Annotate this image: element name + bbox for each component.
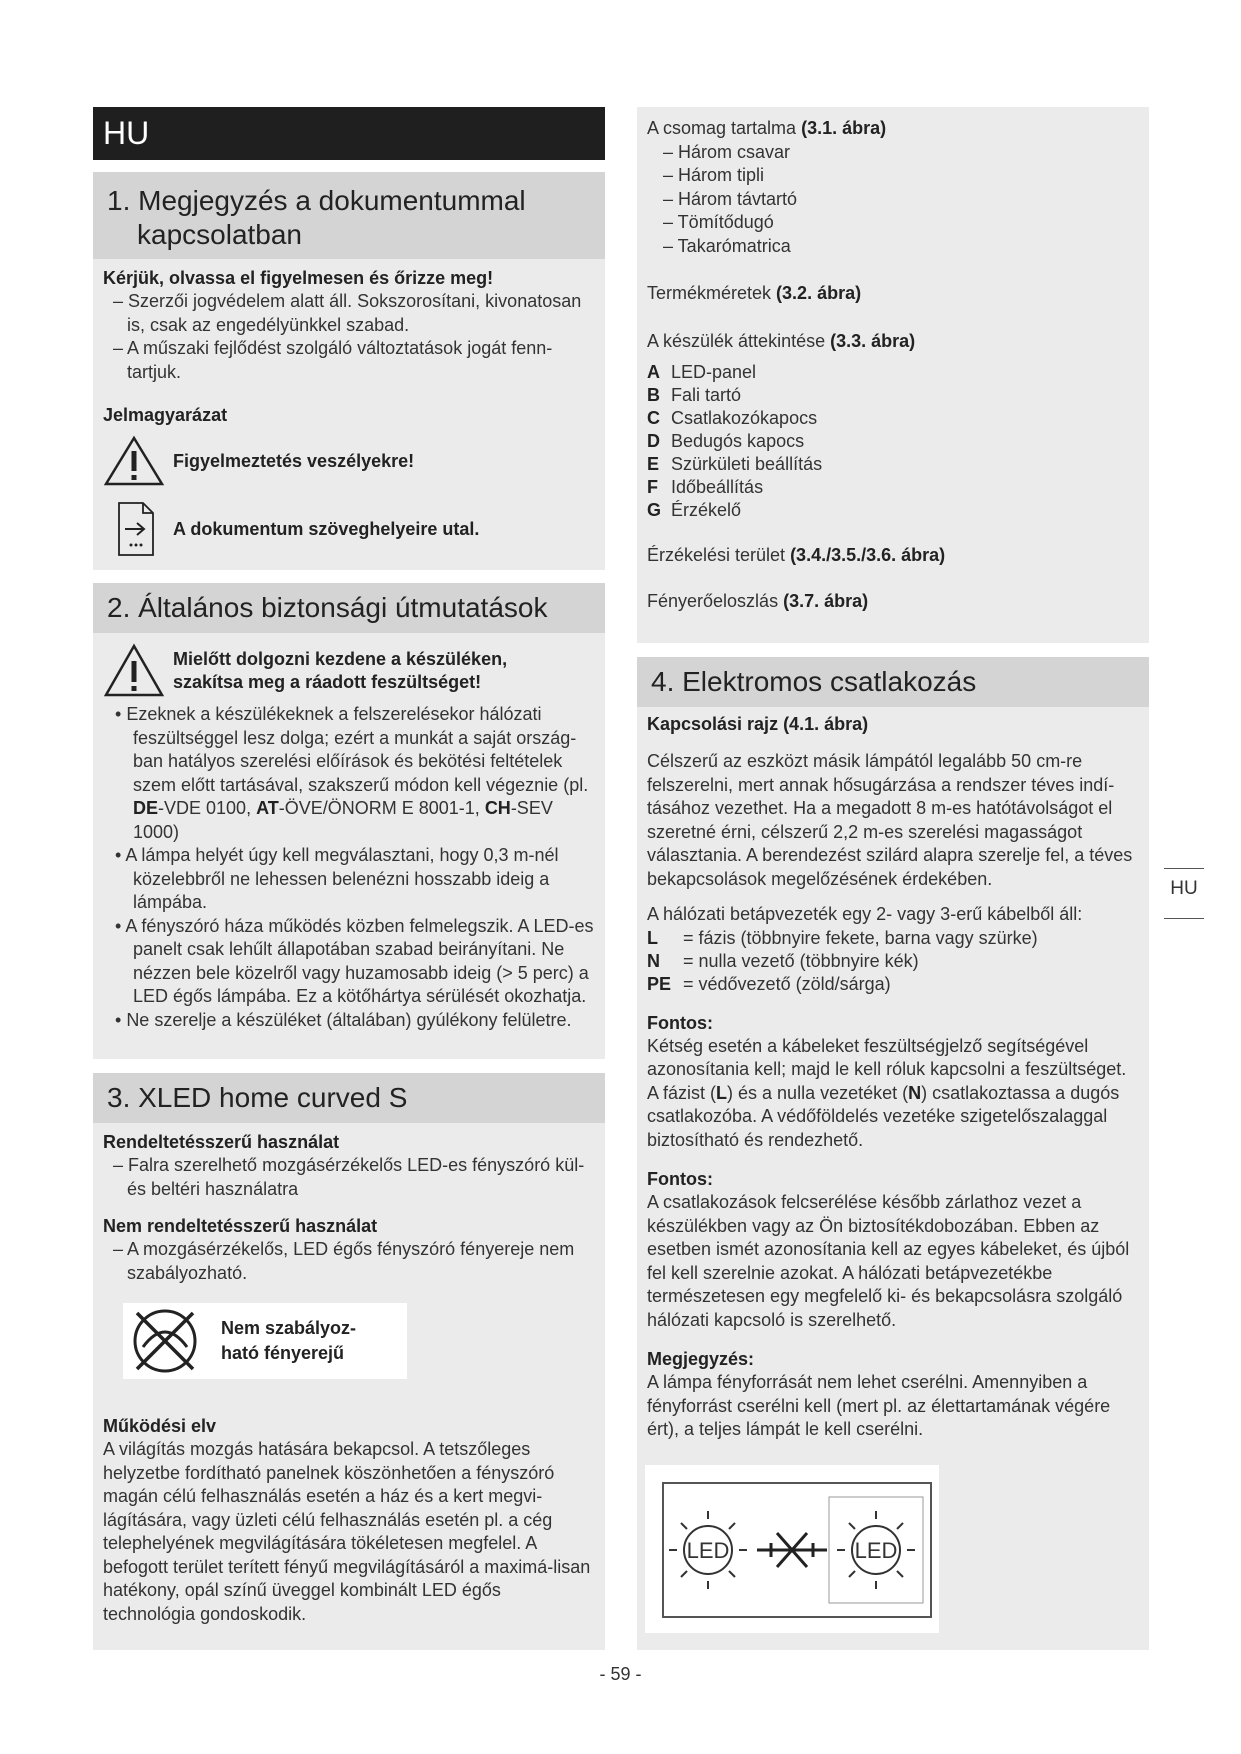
intended-use-text: – Falra szerelhető mozgásérzékelős LED-es fényszóró kül-és beltéri használatra	[113, 1155, 585, 1199]
section-4	[637, 657, 1149, 1650]
important-1-text-b: A fázist (L) és a nulla vezetéket (N) csatlakoztassa a dugós csatlakozóba. A védőföldelés vezetéke szigetelőszalaggal biztosítható és rendezhető.	[647, 1082, 1120, 1150]
sec2-warning-line-1: Mielőtt dolgozni kezdene a készüléken,	[173, 649, 508, 669]
legend-warning-row	[103, 435, 595, 487]
sec2-bullet-1: • Ezeknek a készülékeknek a felszerelésekor hálózati feszültséggel lesz dolga; ezért a munkát a saját ország-ban hatályos szerelési előírások és bekötési feltételek szem előtt tartásával, szakszerű módon kell végeznie (pl. DE-VDE 0100, AT-ÖVE/ÖNORM E 8001-1, CH-SEV 1000)	[115, 704, 589, 842]
package-item-2: – Három tipli	[663, 165, 765, 185]
side-tab-line-top	[1164, 868, 1204, 869]
sec1-intro: Kérjük, olvassa el figyelmesen és őrizze meg!	[103, 268, 494, 288]
sec2-bullet-4: • Ne szerelje a készüléket (általában) gyúlékony felületre.	[115, 1009, 572, 1030]
legend-title: Jelmagyarázat	[103, 405, 228, 425]
warning-triangle-icon	[103, 643, 165, 699]
section-3-title: 3. XLED home curved S	[93, 1073, 605, 1123]
wire-l: L = fázis (többnyire fekete, barna vagy szürke)	[647, 927, 1038, 948]
important-1-text-a: Kétség esetén a kábeleket feszültségjelző segítségével azonosítania kell; majd le kell róluk kapcsolni a feszültséget.	[647, 1035, 1127, 1079]
sec1-item-1: – Szerzői jogvédelem alatt áll. Sokszorosítani, kivonatosan is, csak az engedélyünkkel szabad.	[113, 291, 582, 335]
package-overview-section	[637, 107, 1149, 643]
section-4-title: 4. Elektromos csatlakozás	[637, 657, 1149, 707]
part-c: C Csatlakozókapocs	[647, 408, 818, 428]
not-dimmable-line-2: ható fényerejű	[221, 1343, 345, 1363]
part-d: D Bedugós kapocs	[647, 431, 805, 451]
legend-document-text: A dokumentum szöveghelyeire utal.	[173, 518, 480, 539]
package-item-3: – Három távtartó	[663, 188, 798, 209]
package-item-1: – Három csavar	[663, 141, 791, 162]
device-overview-title: A készülék áttekintése (3.3. ábra)	[647, 330, 916, 351]
operating-principle-title: Működési elv	[103, 1416, 217, 1436]
sec1-item-2: – A műszaki fejlődést szolgáló változtatások jogát fenn-tartjuk.	[113, 338, 553, 382]
product-dimensions: Termékméretek (3.2. ábra)	[647, 283, 862, 303]
improper-use-text: – A mozgásérzékelős, LED égős fényszóró fényereje nem szabályozható.	[113, 1239, 575, 1283]
distance-cross-icon	[757, 1533, 827, 1567]
section-2-title: 2. Általános biztonsági útmutatások	[93, 583, 605, 633]
section-2	[93, 583, 605, 1059]
legend-warning-text: Figyelmeztetés veszélyekre!	[173, 450, 415, 471]
wire-n: N = nulla vezető (többnyire kék)	[647, 950, 919, 971]
part-f: F Időbeállítás	[647, 477, 764, 497]
package-item-4: – Tömítődugó	[663, 212, 774, 232]
important-2-title: Fontos:	[647, 1169, 713, 1189]
sec2-bullet-3: • A fényszóró háza működés közben felmelegszik. A LED-es panelt csak lehűlt állapotában szabad beirányítani. Ne nézzen bele közelről vagy huzamosabb ideig (> 5 perc) a LED égős lámpába. Ez a kötőhártya sérülését okozhatja.	[115, 915, 594, 1006]
sec4-paragraph-1: Célszerű az eszközt másik lámpától legalább 50 cm-re felszerelni, mert annak hősugárzása a rendszer téves indí-tásához vezethet. Ha a megadott 8 m-es hatótávolságot el szeretné érni, célszerű 2,2 m-es szerelési magasságot választania. A berendezést szilárd alapra szerelje fel, a téves bekapcsolások megelőzésének érdekében.	[647, 751, 1133, 889]
section-1-title: 1. Megjegyzés a dokumentummal kapcsolatban	[93, 172, 605, 259]
document-reference-icon	[103, 499, 165, 559]
important-2-text: A csatlakozások felcserélése később zárlathoz vezet a készülékben vagy az Ön biztosítékdobozában. Ebben az esetben ismét azonosítania kell az egyes kábeleket, és újból fel kell szerelnie azokat. A hálózati betápvezetékbe természetesen egy megfelelő ki- és bekapcsolásra szolgáló hálózati kapcsoló is szerelhető.	[647, 1192, 1130, 1330]
improper-use-title: Nem rendeltetésszerű használat	[103, 1216, 378, 1236]
section-3	[93, 1073, 605, 1650]
operating-principle-text: A világítás mozgás hatására bekapcsol. A tetszőleges helyzetbe fordítható panelnek köszönhetően a fényszóró magán célú felhasználás esetén a ház és a kert megvi-lágítására, vagy üzleti célú felhasználás esetén pl. a cég telephelyének megvilágítására tökéletesen megfelel. A befogott terület terített fényű megvilágításáról a maximá-lisan hatékony, opál színű üveggel kombinált LED égős technológia gondoskodik.	[103, 1439, 591, 1624]
detection-area: Érzékelési terület (3.4./3.5./3.6. ábra)	[647, 545, 946, 565]
not-dimmable-box	[123, 1303, 407, 1379]
sec2-warning-row	[103, 643, 595, 699]
wiring-diagram-title: Kapcsolási rajz (4.1. ábra)	[647, 714, 869, 734]
wire-pe: PE = védővezető (zöld/sárga)	[647, 973, 891, 994]
not-dimmable-icon	[123, 1303, 207, 1379]
note-text: A lámpa fényforrását nem lehet cserélni. Amennyiben a fényforrást cserélni kell (mert pl. az élettartamának végére ért), a teljes lámpát le kell cserélni.	[647, 1372, 1111, 1439]
led-distance-figure	[645, 1465, 939, 1633]
package-item-5: – Takarómatrica	[663, 235, 791, 256]
part-a: A LED-panel	[647, 362, 757, 382]
side-language-tab: HU	[1170, 878, 1198, 899]
sec2-bullet-2: • A lámpa helyét úgy kell megválasztani, hogy 0,3 m-nél közelebbről ne lehessen belenézni hosszabb ideig a lámpába.	[115, 845, 559, 912]
note-title: Megjegyzés:	[647, 1349, 755, 1369]
part-e: E Szürkületi beállítás	[647, 454, 823, 474]
intended-use-title: Rendeltetésszerű használat	[103, 1132, 340, 1152]
light-distribution: Fényerőeloszlás (3.7. ábra)	[647, 590, 869, 611]
important-1-title: Fontos:	[647, 1012, 713, 1033]
led-distance-diagram	[645, 1465, 939, 1633]
section-1	[93, 172, 605, 570]
language-header	[93, 107, 605, 160]
side-tab-line-bottom	[1164, 918, 1204, 919]
language-code: HU	[103, 115, 150, 151]
sec4-paragraph-2: A hálózati betápvezeték egy 2- vagy 3-erű kábelből áll:	[647, 904, 1083, 924]
not-dimmable-line-1: Nem szabályoz-	[221, 1318, 357, 1338]
page-number: - 59 -	[599, 1664, 642, 1684]
led-label-right: LED	[854, 1538, 898, 1563]
part-b: B Fali tartó	[647, 385, 742, 405]
legend-document-row	[103, 499, 595, 559]
sec2-warning-line-2: szakítsa meg a ráadott feszültséget!	[173, 672, 482, 692]
warning-triangle-icon	[103, 435, 165, 487]
package-contents-title: A csomag tartalma (3.1. ábra)	[647, 118, 887, 138]
part-g: G Érzékelő	[647, 500, 742, 520]
led-label-left: LED	[686, 1538, 730, 1563]
